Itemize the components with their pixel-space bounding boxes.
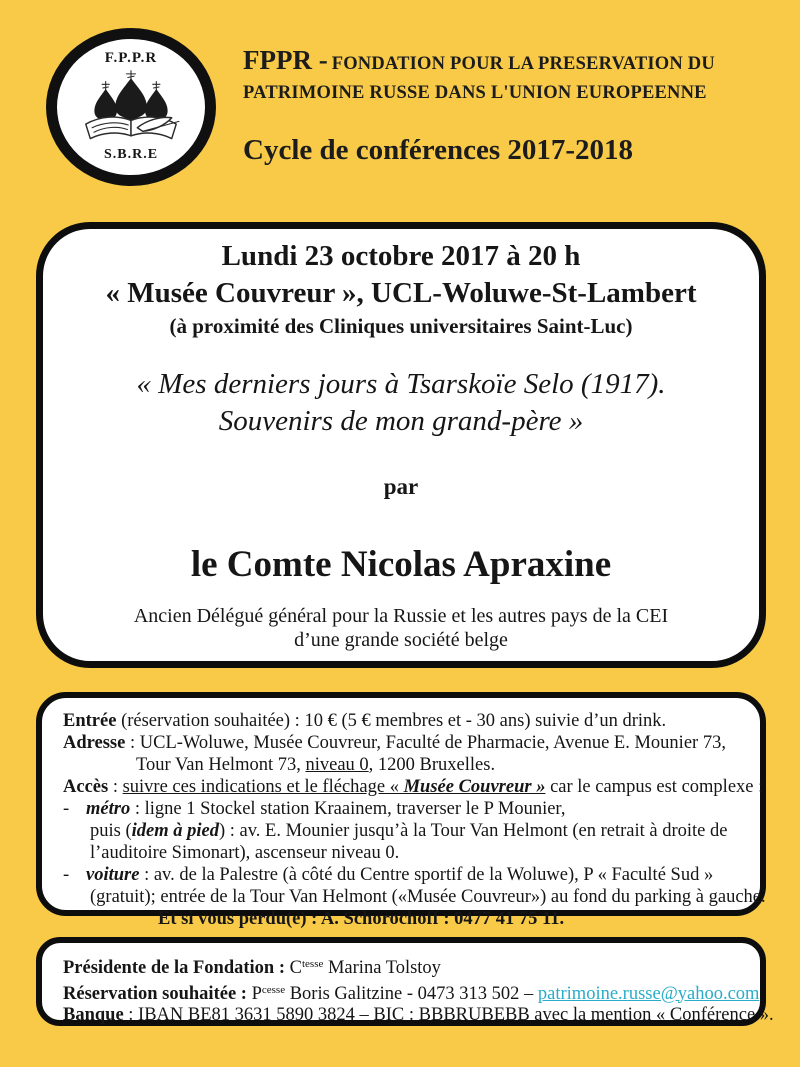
voiture-text: : av. de la Palestre (à côté du Centre sportif de la Woluwe), P « Faculté Sud » (139, 865, 714, 885)
adresse-line (63, 732, 746, 754)
org-name-line2: PATRIMOINE RUSSE DANS L'UNION EUROPEENNE (243, 83, 707, 103)
logo-top-acronym: F.P.P.R (104, 50, 158, 66)
metro-text: : ligne 1 Stockel station Kraainem, traverser le P Mounier, (130, 799, 566, 819)
email-link[interactable]: patrimoine.russe@yahoo.com (537, 983, 760, 1004)
reservation-line (63, 980, 760, 1006)
entree-label: Entrée (63, 711, 117, 731)
banque-line (63, 1005, 774, 1027)
org-name-line1: FONDATION POUR LA PRESERVATION DU (331, 54, 715, 74)
metro-cont1-emph: idem à pied (131, 821, 219, 841)
metro-cont-line1 (63, 820, 746, 842)
practical-details-box (36, 692, 766, 929)
domes-book-quill-icon (72, 68, 190, 144)
metro-line (63, 798, 746, 820)
organization-name (243, 46, 763, 108)
metro-cont1-pre: puis ( (90, 821, 132, 841)
banque-text: : IBAN BE81 3631 5890 3824 – BIC : BBBRUBEBB avec la mention « Conférence ». (123, 1005, 774, 1025)
event-venue-note: (à proximité des Cliniques universitaires Saint-Luc) (169, 314, 633, 338)
event-venue: « Musée Couvreur », UCL-Woluwe-St-Lambert (105, 277, 697, 309)
reservation-label: Réservation souhaitée : (63, 983, 247, 1004)
adresse-text: : UCL-Woluwe, Musée Couvreur, Faculté de Pharmacie, Avenue E. Mounier 73, (125, 733, 726, 753)
voiture-label: voiture (86, 865, 140, 885)
adresse-cont-post: , 1200 Bruxelles. (368, 755, 496, 775)
acces-underlined-wrap (123, 777, 546, 797)
acces-sep: : (108, 777, 123, 797)
series-title: Cycle de conférences 2017-2018 (243, 134, 634, 166)
acces-underlined: suivre ces indications et le fléchage « (122, 777, 404, 797)
adresse-cont-pre: Tour Van Helmont 73, (136, 755, 306, 775)
fppr-logo-badge (46, 28, 216, 186)
if-lost-line: Et si vous perdu(e) : A. Schorochoff : 0477 41 75 11. (158, 909, 565, 929)
acces-label: Accès (63, 777, 109, 797)
reservation-pre: P (246, 983, 262, 1004)
acces-underlined-emph: Musée Couvreur » (403, 777, 546, 797)
talk-title-line2: Souvenirs de mon grand-père » (218, 405, 584, 437)
voiture-cont-line: (gratuit); entrée de la Tour Van Helmont («Musée Couvreur») au fond du parking à gauche. (90, 887, 766, 907)
speaker-bio-line1: Ancien Délégué général pour la Russie et les autres pays de la CEI (133, 605, 669, 627)
dash-bullet: - (63, 799, 70, 819)
reservation-text: Boris Galitzine - 0473 313 502 – (285, 983, 538, 1004)
banque-label: Banque (63, 1005, 124, 1025)
talk-title-line1: « Mes derniers jours à Tsarskoïe Selo (1917). (136, 368, 666, 400)
speaker-bio (43, 604, 759, 652)
acces-post: car le campus est complexe : (545, 777, 764, 797)
event-datetime: Lundi 23 octobre 2017 à 20 h (221, 240, 581, 272)
adresse-line2 (63, 754, 746, 776)
entree-text: (réservation souhaitée) : 10 € (5 € membres et - 30 ans) suivie d’un drink. (116, 711, 667, 731)
event-box (36, 222, 766, 668)
logo-bottom-acronym: S.B.R.E (103, 147, 159, 162)
contact-box (36, 937, 774, 1026)
acces-line (63, 776, 764, 798)
presidente-pre: C (285, 958, 302, 978)
metro-label: métro (86, 799, 131, 819)
voiture-line (63, 864, 746, 886)
metro-cont1-post: ) : av. E. Mounier jusqu’à la Tour Van Helmont (en retrait à droite de (218, 821, 728, 841)
dash-bullet: - (63, 865, 70, 885)
presidente-superscript: tesse (301, 958, 324, 970)
talk-title (43, 366, 759, 440)
speaker-bio-line2: d’une grande société belge (294, 629, 508, 651)
adresse-label: Adresse (63, 733, 126, 753)
presidente-line (63, 954, 746, 980)
by-label: par (383, 474, 419, 499)
adresse-cont-underlined: niveau 0 (305, 755, 369, 775)
presidente-name: Marina Tolstoy (323, 958, 441, 978)
presidente-label: Présidente de la Fondation : (63, 958, 285, 978)
org-acronym: FPPR - (243, 45, 328, 75)
reservation-superscript: cesse (261, 983, 286, 996)
entree-line (63, 710, 746, 732)
metro-cont-line2: l’auditoire Simonart), ascenseur niveau 0. (90, 843, 400, 863)
speaker-name: le Comte Nicolas Apraxine (190, 544, 612, 585)
